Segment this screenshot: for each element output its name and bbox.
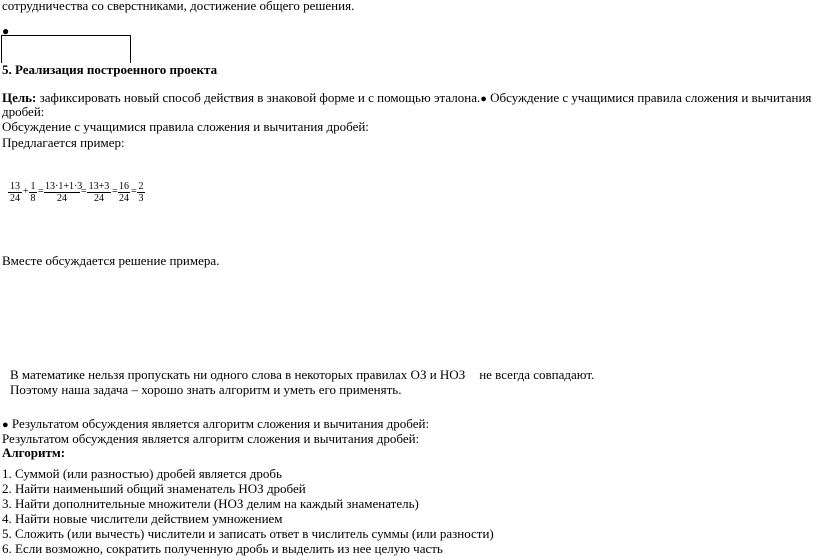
section-title: 5. Реализация построенного проекта xyxy=(2,62,218,77)
note-line-1b: не всегда совпадают. xyxy=(479,367,595,382)
algorithm-step: 3. Найти дополнительные множители (НОЗ делим на каждый знаменатель) xyxy=(2,496,419,511)
joint-discussion: Вместе обсуждается решение примера. xyxy=(2,253,220,268)
algorithm-title: Алгоритм: xyxy=(2,445,66,460)
discussion-line: Обсуждение с учащимися правила сложения и вычитания дробей: xyxy=(2,119,369,134)
fraction-5: $\frac{16}{24}$ xyxy=(119,181,129,204)
goal-text: зафиксировать новый способ действия в знаковой форме и с помощью эталона. xyxy=(36,90,481,105)
equals-sign: = xyxy=(38,186,44,197)
bullet-icon: ● xyxy=(480,93,487,105)
bullet-icon: ● xyxy=(2,24,10,38)
top-line: сотрудничества со сверстниками, достижение общего решения. xyxy=(2,0,355,13)
example-intro: Предлагается пример: xyxy=(2,135,125,150)
note-line-1a: В математике нельзя пропускать ни одного слова в некоторых правилах ОЗ и НОЗ xyxy=(10,367,466,382)
result-text: Результатом обсуждения является алгоритм сложения и вычитания дробей: xyxy=(2,431,420,446)
fraction-2: $\frac{1}{8}$ xyxy=(30,181,36,204)
algorithm-step: 6. Если возможно, сократить полученную дробь и выделить из нее целую часть xyxy=(2,541,443,556)
algorithm-step: 1. Суммой (или разностью) дробей является дробь xyxy=(2,466,282,481)
goal-label: Цель: xyxy=(2,90,37,105)
goal-wrap: дробей: xyxy=(2,104,45,119)
note-line-2: Поэтому наша задача – хорошо знать алгоритм и уметь его применять. xyxy=(10,382,402,397)
equals-sign: = xyxy=(81,186,87,197)
bullet-icon: ● xyxy=(2,419,9,431)
fraction-1: $\frac{13}{24}$ xyxy=(10,181,20,204)
algorithm-step: 2. Найти наименьший общий знаменатель НОЗ дробей xyxy=(2,481,306,496)
empty-frame xyxy=(1,35,131,63)
fraction-4: $\frac{13+3}{24}$ xyxy=(88,181,110,204)
note-line-1 xyxy=(10,367,594,382)
result-bullet-text: Результатом обсуждения является алгоритм сложения и вычитания дробей: xyxy=(8,416,430,431)
equals-sign: = xyxy=(131,186,137,197)
algorithm-step: 4. Найти новые числители действием умножением xyxy=(2,511,283,526)
plus-sign: + xyxy=(23,186,29,197)
goal-line xyxy=(2,90,811,107)
goal-bullet-text: Обсуждение с учащимися правила сложения и вычитания xyxy=(486,90,812,105)
fraction-3: $\frac{13\cdot 1+1\cdot 3}{24}$ xyxy=(45,181,83,204)
algorithm-step: 5. Сложить (или вычесть) числители и записать ответ в числитель суммы (или разности) xyxy=(2,526,494,541)
fraction-6: $\frac{2}{3}$ xyxy=(138,181,144,204)
equals-sign: = xyxy=(112,186,118,197)
